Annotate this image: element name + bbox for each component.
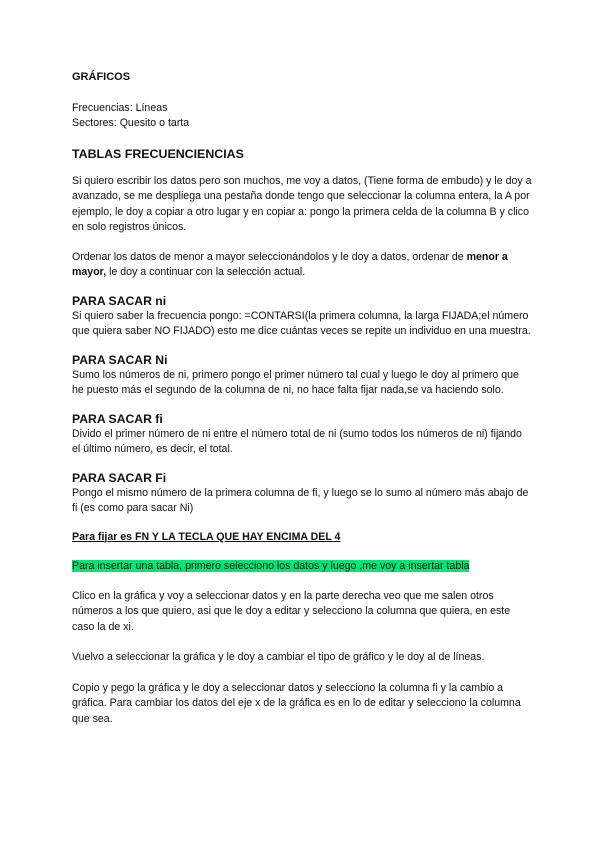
heading-para-sacar-Ni: PARA SACAR Ni xyxy=(72,352,168,367)
chart-type-line-item: Frecuencias: Líneas xyxy=(72,101,168,114)
heading-para-sacar-fi: PARA SACAR fi xyxy=(72,411,163,426)
insert-table-note xyxy=(72,559,532,575)
fix-key-note: Para fijar es FN Y LA TECLA QUE HAY ENCIMA DEL 4 xyxy=(72,530,341,543)
page-title: GRÁFICOS xyxy=(72,71,131,83)
highlighted-text: Para insertar una tabla, primero selecciono los datos y luego ,me voy a insertar tabla xyxy=(72,560,470,572)
heading-para-sacar-ni: PARA SACAR ni xyxy=(72,293,167,308)
sort-text-bold: menor a mayor, xyxy=(72,250,508,278)
paragraph-sort xyxy=(72,250,532,281)
paragraph-fi: Divido el primer número de ni entre el número total de ni (sumo todos los números de ni) fijando el último número, es decir, el total. xyxy=(72,427,522,455)
sort-text-end: le doy a continuar con la selección actual. xyxy=(106,266,306,278)
sort-text-start: Ordenar los datos de menor a mayor seleccionándolos y le doy a datos, ordenar de xyxy=(72,250,467,263)
heading-para-sacar-Fi: PARA SACAR Fi xyxy=(72,470,167,485)
chart-type-pie-item: Sectores: Quesito o tarta xyxy=(72,117,190,129)
paragraph-Ni: Sumo los números de ni, primero pongo el primer número tal cual y luego le doy al primero que he puesto más el segundo de la columna de ni, no hace falta fijar nada,se va haciendo solo. xyxy=(72,368,519,396)
paragraph-ni: Si quiero saber la frecuencia pongo: =CONTARSI(la primera columna, la larga FIJADA;el número que quiera saber NO FIJADO) esto me dice cuántas veces se repite un individuo en una muestra. xyxy=(72,309,531,337)
paragraph-Fi: Pongo el mismo número de la primera columna de fi, y luego se lo sumo al número más abajo de fi (es como para sacar Ni) xyxy=(72,486,529,514)
document-body xyxy=(72,70,532,727)
paragraph-advanced-filter: Si quiero escribir los datos pero son muchos, me voy a datos, (Tiene forma de embudo) y le doy a avanzado, se me despliega una pestaña donde tengo que seleccionar la columna entera, la A por ejemplo, le doy a copiar a otro lugar y en copiar a: pongo la primera celda de la columna B y clico en solo registros únicos. xyxy=(72,174,532,233)
section-heading-tablas: TABLAS FRECUENCIENCIAS xyxy=(72,146,244,161)
paragraph-change-type: Vuelvo a seleccionar la gráfica y le doy a cambiar el tipo de gráfico y le doy al de líneas. xyxy=(72,651,485,663)
paragraph-edit-data: Clico en la gráfica y voy a seleccionar datos y en la parte derecha veo que me salen otros números a los que quiero, asi que le doy a editar y selecciono la columna que quiera, en este caso la de xi. xyxy=(72,589,511,633)
paragraph-copy-chart: Copio y pego la gráfica y le doy a seleccionar datos y selecciono la columna fi y la cambio a gráfica. Para cambiar los datos del eje x de la gráfica es en lo de editar y selecciono la columna que sea. xyxy=(72,681,521,725)
